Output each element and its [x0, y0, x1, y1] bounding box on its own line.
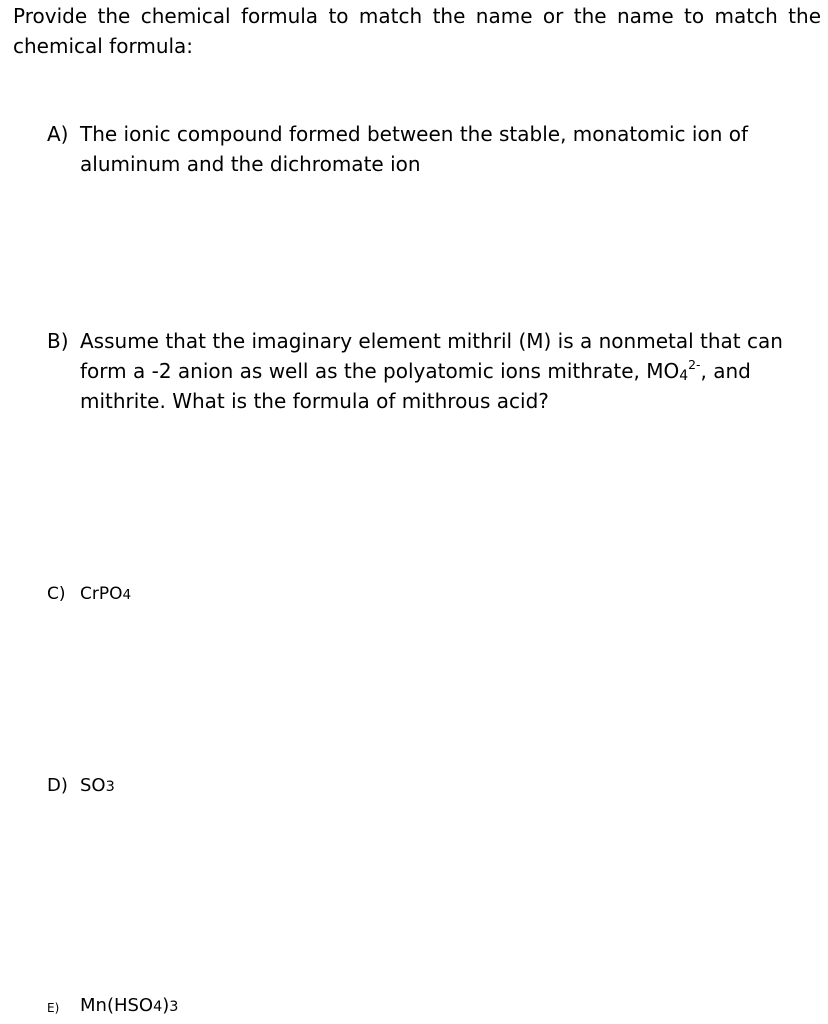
question-c-formula-sub: 4: [122, 587, 132, 603]
question-d-formula: [80, 771, 787, 802]
question-c-letter: C): [47, 584, 66, 604]
instructions: Provide the chemical formula to match the name or the name to match the chemical formula:: [13, 4, 821, 58]
question-d-formula-sub: 3: [105, 779, 115, 795]
question-a: [47, 119, 787, 179]
question-e-formula-sub-1: 4: [153, 999, 163, 1015]
question-a-text: The ionic compound formed between the stable, monatomic ion of aluminum and the dichromate ion: [80, 122, 749, 176]
question-e-formula-part-1: Mn(HSO: [80, 995, 154, 1016]
question-c-formula-main: CrPO: [80, 584, 123, 604]
question-e: [47, 991, 787, 1022]
mithrate-subscript: 4: [679, 368, 689, 384]
question-e-formula-sub-2: 3: [169, 999, 179, 1015]
question-c: [47, 579, 787, 610]
question-a-letter: A): [47, 122, 69, 146]
question-c-formula: [80, 579, 787, 610]
question-e-formula-part-2: ): [162, 995, 170, 1016]
question-d-formula-main: SO: [80, 775, 106, 796]
question-b: [47, 326, 787, 416]
mithrate-charge: 2-: [688, 357, 701, 372]
question-d-letter: D): [47, 775, 68, 796]
question-e-formula: [80, 991, 787, 1022]
question-e-letter: E): [47, 1001, 60, 1015]
question-b-text-part-1: Assume that the imaginary element mithril (M) is a nonmetal that can form a -2 anion as well as the polyatomic ions mithrate, MO: [80, 329, 783, 383]
question-d: [47, 771, 787, 802]
question-b-letter: B): [47, 329, 69, 353]
question-b-text-part-2: , and mithrite. What is the formula of mithrous acid?: [80, 359, 751, 413]
question-b-text: [80, 326, 787, 416]
